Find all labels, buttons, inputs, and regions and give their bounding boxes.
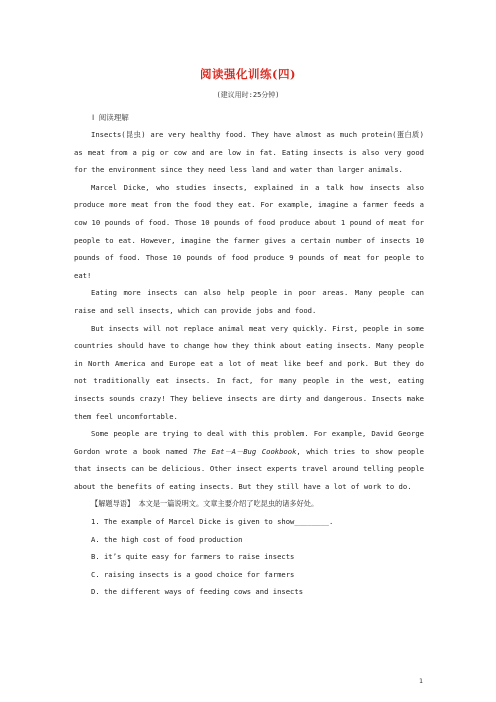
paragraph-5-start: Some people are trying to deal with this problem. For example, David George Gordon wrote a book named (74, 429, 424, 456)
paragraph-5-end: , which tries to show people that insects can be delicious. Other insect experts travel around telling people about the benefits of eating insects. But they still have a lot of work to do. (74, 446, 424, 491)
book-title: The Eat－A－Bug Cookbook (192, 446, 297, 456)
option-a[interactable]: A. the high cost of food production (91, 534, 243, 544)
reading-passage (74, 126, 424, 601)
guide-text: 本文是一篇说明文。文章主要介绍了吃昆虫的诸多好处。 (134, 499, 319, 509)
paragraph-5 (74, 425, 424, 495)
option-c[interactable]: C. raising insects is a good choice for farmers (91, 569, 295, 579)
page-number: 1 (419, 677, 423, 685)
paragraph-4: But insects will not replace animal meat very quickly. First, people in some countries should have to change how they think about eating insects. Many people in North America and Europe eat a lot of meat like beef and pork. But they do not traditionally eat insects. In fact, for many people in the west, eating insects sounds crazy! They believe insects are dirty and dangerous. Insects make them feel uncomfortable. (74, 323, 424, 421)
guide-label: 【解题导语】 (91, 499, 135, 509)
paragraph-2: Marcel Dicke, who studies insects, explained in a talk how insects also produce more meat from the food they eat. For example, imagine a farmer feeds a cow 10 pounds of food. Those 10 pounds of food produce about 1 pound of meat for people to eat. However, imagine the farmer gives a certain number of insects 10 pounds of food. Those 10 pounds of food produce 9 pounds of meat for people to eat! (74, 182, 424, 280)
section-heading: Ⅰ 阅读理解 (92, 113, 129, 122)
option-b[interactable]: B. it’s quite easy for farmers to raise insects (91, 552, 295, 562)
guide-note (74, 495, 424, 513)
page-title: 阅读强化训练(四) (200, 67, 296, 81)
paragraph-3: Eating more insects can also help people in poor areas. Many people can raise and sell insects, which can provide jobs and food. (74, 288, 424, 315)
question-stem: 1. The example of Marcel Dicke is given to show________. (91, 517, 334, 527)
option-d[interactable]: D. the different ways of feeding cows and insects (91, 587, 304, 597)
time-note: (建议用时:25分钟) (216, 91, 280, 99)
paragraph-1: Insects(昆虫) are very healthy food. They have almost as much protein(蛋白质) as meat from a pig or cow and are low in fat. Eating insects is also very good for the environment since they need less land and water than larger animals. (74, 130, 424, 175)
